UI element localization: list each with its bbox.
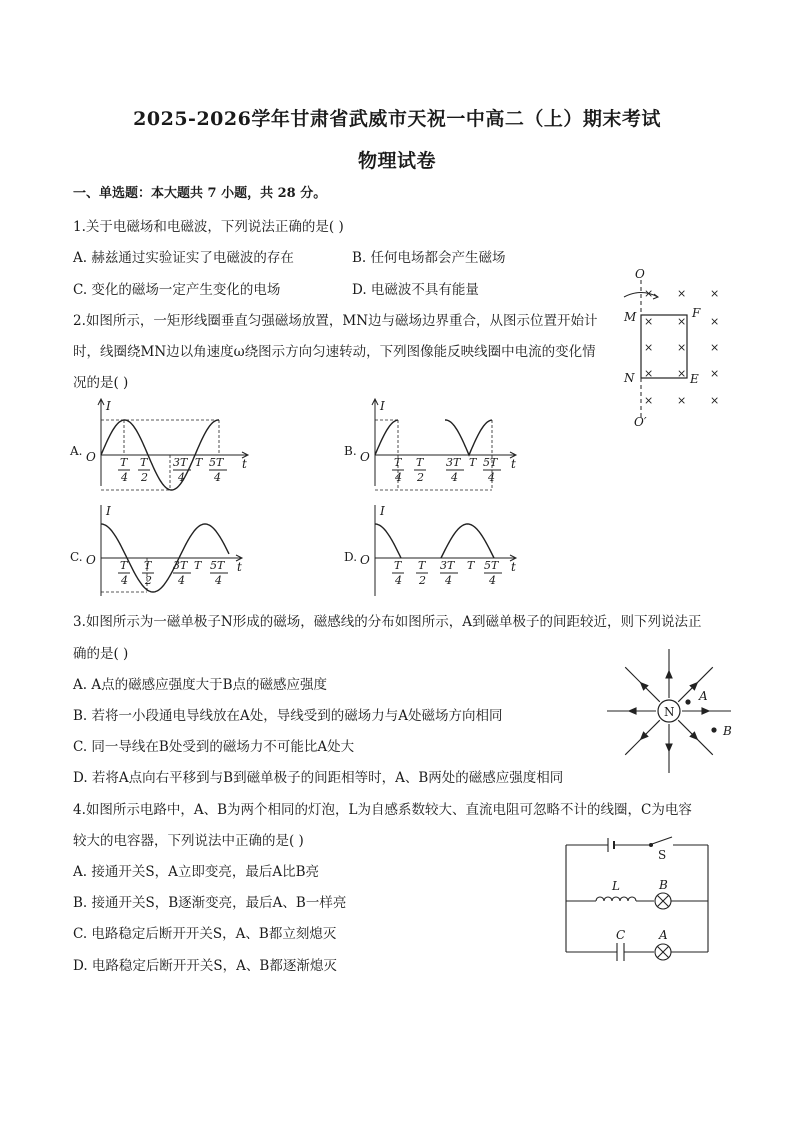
svg-text:×: × xyxy=(677,394,687,407)
lamp-b-label: B xyxy=(659,878,668,892)
inductor-l-label: L xyxy=(612,879,620,893)
q4-option-a: A. 接通开关S，A立即变亮，最后A比B亮 xyxy=(73,864,319,880)
svg-text:T: T xyxy=(467,559,475,572)
svg-text:4: 4 xyxy=(121,471,128,484)
svg-text:T: T xyxy=(394,559,402,572)
svg-text:T: T xyxy=(194,559,202,572)
graph-a-option-label: A. xyxy=(70,444,83,458)
q4-stem-line2: 较大的电容器，下列说法中正确的是( ) xyxy=(73,833,304,849)
svg-text:T: T xyxy=(394,456,402,469)
svg-text:4: 4 xyxy=(451,471,458,484)
svg-text:×: × xyxy=(677,341,687,354)
point-b-label: B xyxy=(723,724,732,738)
svg-text:4: 4 xyxy=(395,471,402,484)
exam-subtitle: 物理试卷 xyxy=(357,150,436,172)
section-heading: 一、单选题：本大题共 7 小题，共 28 分。 xyxy=(73,186,327,201)
q2-graph-c xyxy=(70,503,260,598)
q1-option-d: D. 电磁波不具有能量 xyxy=(352,282,479,298)
q3-stem-line2: 确的是( ) xyxy=(73,646,129,662)
svg-text:I: I xyxy=(380,399,385,413)
q3-option-d: D. 若将A点向右平移到与B到磁单极子的间距相等时，A、B两处的磁感应强度相同 xyxy=(73,770,564,786)
point-b-dot xyxy=(711,727,716,732)
svg-text:I: I xyxy=(380,504,385,518)
q4-option-b: B. 接通开关S，B逐渐变亮，最后A、B一样亮 xyxy=(73,895,347,911)
svg-text:T: T xyxy=(140,456,148,469)
svg-text:2: 2 xyxy=(141,471,148,484)
graph-d-option-label: D. xyxy=(344,550,358,564)
vertex-m-label: M xyxy=(624,310,637,324)
q3-monopole-figure xyxy=(603,646,743,776)
monopole-n-label: N xyxy=(664,705,675,719)
q4-circuit-figure xyxy=(560,835,715,960)
svg-text:×: × xyxy=(710,394,720,407)
svg-text:×: × xyxy=(710,367,720,380)
svg-text:4: 4 xyxy=(215,574,222,587)
q2-stem-line2: 时，线圈绕MN边以角速度ω绕图示方向匀速转动，下列图像能反映线圈中电流的变化情 xyxy=(73,344,596,360)
svg-text:4: 4 xyxy=(178,574,185,587)
q3-option-a: A. A点的磁感应强度大于B点的磁感应强度 xyxy=(73,677,328,693)
svg-text:×: × xyxy=(677,287,687,300)
field-arrow-head xyxy=(666,671,672,678)
svg-text:4: 4 xyxy=(121,574,128,587)
svg-text:×: × xyxy=(710,341,720,354)
svg-text:T: T xyxy=(418,559,426,572)
svg-text:4: 4 xyxy=(488,471,495,484)
q3-option-b: B. 若将一小段通电导线放在A处，导线受到的磁场力与A处磁场方向相同 xyxy=(73,708,503,724)
svg-text:3T: 3T xyxy=(173,559,188,572)
svg-text:4: 4 xyxy=(214,471,221,484)
vertex-e-label: E xyxy=(690,372,699,386)
graph-b-option-label: B. xyxy=(344,444,357,458)
svg-text:T: T xyxy=(195,456,203,469)
q4-option-c: C. 电路稳定后断开开关S，A、B都立刻熄灭 xyxy=(73,926,337,942)
svg-text:×: × xyxy=(644,287,654,300)
svg-text:t: t xyxy=(511,457,516,471)
svg-text:×: × xyxy=(644,367,654,380)
q1-option-b: B. 任何电场都会产生磁场 xyxy=(352,250,506,266)
q4-option-d: D. 电路稳定后断开开关S，A、B都逐渐熄灭 xyxy=(73,958,337,974)
svg-text:3T: 3T xyxy=(446,456,461,469)
axis-o-label: O xyxy=(635,267,645,281)
field-cross-marks xyxy=(644,287,719,407)
field-arrow-head xyxy=(666,744,672,751)
svg-text:I: I xyxy=(106,504,111,518)
svg-text:O: O xyxy=(86,450,96,464)
svg-text:4: 4 xyxy=(178,471,185,484)
svg-text:4: 4 xyxy=(395,574,402,587)
svg-text:T: T xyxy=(416,456,424,469)
svg-text:O: O xyxy=(86,553,96,567)
svg-text:×: × xyxy=(644,394,654,407)
q2-graph-b xyxy=(344,398,534,488)
graph-c-option-label: C. xyxy=(70,550,83,564)
q1-option-a: A. 赫兹通过实验证实了电磁波的存在 xyxy=(73,250,294,266)
svg-text:O: O xyxy=(360,450,370,464)
svg-text:×: × xyxy=(710,287,720,300)
q2-coil-figure xyxy=(618,264,728,434)
svg-text:I: I xyxy=(106,399,111,413)
svg-text:5T: 5T xyxy=(483,456,498,469)
svg-text:T: T xyxy=(120,456,128,469)
exam-title: 2025-2026学年甘肃省武威市天祝一中高二（上）期末考试 xyxy=(133,108,661,130)
svg-text:T: T xyxy=(144,559,152,572)
svg-text:5T: 5T xyxy=(484,559,499,572)
lamp-a-label: A xyxy=(659,928,668,942)
point-a-label: A xyxy=(699,689,708,703)
field-arrow-head xyxy=(702,708,709,714)
svg-text:4: 4 xyxy=(489,574,496,587)
svg-text:×: × xyxy=(644,315,654,328)
svg-text:O: O xyxy=(360,553,370,567)
svg-text:2: 2 xyxy=(419,574,426,587)
q2-stem-line3: 况的是( ) xyxy=(73,375,129,391)
svg-text:5T: 5T xyxy=(210,559,225,572)
svg-text:×: × xyxy=(644,341,654,354)
svg-text:5T: 5T xyxy=(209,456,224,469)
q2-graph-a xyxy=(70,398,260,488)
svg-text:4: 4 xyxy=(445,574,452,587)
q3-option-c: C. 同一导线在B处受到的磁场力不可能比A处大 xyxy=(73,739,355,755)
q1-stem: 1.关于电磁场和电磁波，下列说法正确的是( ) xyxy=(73,219,344,235)
q2-stem-line1: 2.如图所示，一矩形线圈垂直匀强磁场放置，MN边与磁场边界重合，从图示位置开始计 xyxy=(73,313,598,329)
svg-text:×: × xyxy=(677,315,687,328)
svg-text:T: T xyxy=(469,456,477,469)
q4-stem-line1: 4.如图所示电路中，A、B为两个相同的灯泡，L为自感系数较大、直流电阻可忽略不计的线圈，C为电容 xyxy=(73,802,692,818)
svg-text:2: 2 xyxy=(417,471,424,484)
field-arrow-head xyxy=(629,708,636,714)
q3-stem-line1: 3.如图所示为一磁单极子N形成的磁场，磁感线的分布如图所示，A到磁单极子的间距较近，则下列说法正 xyxy=(73,614,702,630)
svg-text:t: t xyxy=(237,560,242,574)
switch-s-label: S xyxy=(658,848,667,862)
svg-text:3T: 3T xyxy=(173,456,188,469)
point-a-dot xyxy=(685,699,690,704)
svg-text:×: × xyxy=(677,367,687,380)
svg-text:3T: 3T xyxy=(440,559,455,572)
svg-text:×: × xyxy=(710,315,720,328)
svg-text:t: t xyxy=(511,560,516,574)
q2-graph-d xyxy=(344,503,534,598)
vertex-f-label: F xyxy=(692,306,701,320)
svg-text:2: 2 xyxy=(145,574,152,587)
svg-text:t: t xyxy=(242,457,247,471)
svg-text:T: T xyxy=(120,559,128,572)
q1-option-c: C. 变化的磁场一定产生变化的电场 xyxy=(73,282,281,298)
vertex-n-label: N xyxy=(624,371,635,385)
capacitor-c-label: C xyxy=(616,928,626,942)
axis-o-prime-label: O′ xyxy=(634,415,647,429)
